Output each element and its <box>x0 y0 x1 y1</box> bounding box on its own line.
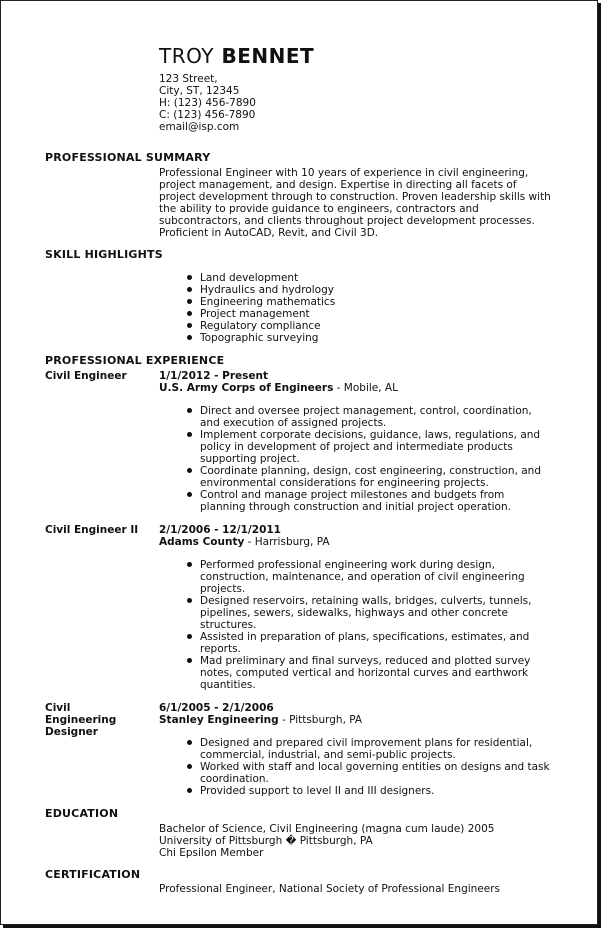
job-location: - Pittsburgh, PA <box>278 714 363 726</box>
duty-item <box>186 489 556 513</box>
duty-item <box>186 429 556 465</box>
skill-item: Regulatory compliance <box>186 320 556 332</box>
job-employer: Adams County <box>159 536 245 548</box>
job-location: - Mobile, AL <box>333 382 398 394</box>
contact-info <box>159 73 314 133</box>
duty-line: Designed and prepared civil improvement plans for residential, <box>200 737 533 749</box>
duty-item <box>186 655 556 691</box>
summary-line: Proficient in AutoCAD, Revit, and Civil 3D. <box>159 227 379 239</box>
job-meta <box>159 370 398 394</box>
email-address: email@isp.com <box>159 121 240 133</box>
experience-heading: PROFESSIONAL EXPERIENCE <box>45 354 225 367</box>
skills-list <box>186 272 556 344</box>
summary-line: subcontractors, and clients throughout project development processes. <box>159 215 535 227</box>
duty-line: Coordinate planning, design, cost engineering, construction, and <box>200 465 541 477</box>
duty-line: structures. <box>200 619 257 631</box>
job-employer: U.S. Army Corps of Engineers <box>159 382 334 394</box>
job-employer-line <box>159 382 398 394</box>
duty-item <box>186 737 556 761</box>
skill-item: Project management <box>186 308 556 320</box>
education-line: Chi Epsilon Member <box>159 847 264 859</box>
duty-item <box>186 465 556 489</box>
job-dates: 1/1/2012 - Present <box>159 370 269 382</box>
job-dates: 6/1/2005 - 2/1/2006 <box>159 702 274 714</box>
address-line-2: City, ST, 12345 <box>159 85 240 97</box>
education-line: Bachelor of Science, Civil Engineering (magna cum laude) 2005 <box>159 823 495 835</box>
skill-item: Engineering mathematics <box>186 296 556 308</box>
duty-line: notes, computed vertical and horizontal curves and earthwork <box>200 667 529 679</box>
job-meta <box>159 524 330 548</box>
duty-item <box>186 559 556 595</box>
duty-line: Direct and oversee project management, control, coordination, <box>200 405 532 417</box>
job-meta <box>159 702 362 726</box>
job-duties <box>186 737 556 797</box>
job-duties <box>186 405 556 513</box>
job-employer-line <box>159 714 362 726</box>
duty-line: Implement corporate decisions, guidance, laws, regulations, and <box>200 429 541 441</box>
job-title: Civil Engineer <box>45 370 127 382</box>
duty-line: construction, maintenance, and operation of civil engineering <box>200 571 525 583</box>
summary-line: project management, and design. Expertise in directing all facets of <box>159 179 517 191</box>
skill-item: Land development <box>186 272 556 284</box>
job-dates: 2/1/2006 - 12/1/2011 <box>159 524 281 536</box>
certification-heading: CERTIFICATION <box>45 868 141 881</box>
resume-header <box>159 43 314 133</box>
duty-line: Performed professional engineering work during design, <box>200 559 495 571</box>
address-line-1: 123 Street, <box>159 73 218 85</box>
duty-item <box>186 785 556 797</box>
duty-line: pipelines, sewers, sidewalks, highways and other concrete <box>200 607 509 619</box>
summary-line: the ability to provide guidance to engineers, contractors and <box>159 203 479 215</box>
summary-line: Professional Engineer with 10 years of experience in civil engineering, <box>159 167 529 179</box>
duty-line: Worked with staff and local governing entities on designs and task <box>200 761 550 773</box>
duty-item <box>186 761 556 785</box>
skill-item: Hydraulics and hydrology <box>186 284 556 296</box>
duty-line: Mad preliminary and final surveys, reduced and plotted survey <box>200 655 531 667</box>
duty-line: Provided support to level II and III designers. <box>200 785 435 797</box>
duty-line: quantities. <box>200 679 256 691</box>
first-name: TROY <box>159 44 214 68</box>
duty-line: policy in development of project and intermediate products <box>200 441 513 453</box>
duty-item <box>186 405 556 429</box>
job-duties <box>186 559 556 691</box>
education-line: University of Pittsburgh � Pittsburgh, PA <box>159 835 373 847</box>
duty-line: Control and manage project milestones and budgets from <box>200 489 505 501</box>
job-employer: Stanley Engineering <box>159 714 279 726</box>
duty-line: Designed reservoirs, retaining walls, bridges, culverts, tunnels, <box>200 595 532 607</box>
duty-line: planning through construction and initial project operation. <box>200 501 511 513</box>
certification-text <box>159 883 551 895</box>
cell-phone: C: (123) 456-7890 <box>159 109 256 121</box>
duty-line: projects. <box>200 583 246 595</box>
certification-line: Professional Engineer, National Society of Professional Engineers <box>159 883 501 895</box>
last-name: BENNET <box>221 44 315 68</box>
duty-line: environmental considerations for engineering projects. <box>200 477 489 489</box>
education-heading: EDUCATION <box>45 807 119 820</box>
summary-heading: PROFESSIONAL SUMMARY <box>45 151 211 164</box>
job-employer-line <box>159 536 330 548</box>
summary-text <box>159 167 551 239</box>
candidate-name <box>159 43 314 69</box>
skills-heading: SKILL HIGHLIGHTS <box>45 248 163 261</box>
duty-item <box>186 595 556 631</box>
job-title: Civil Engineering Designer <box>45 702 117 738</box>
duty-line: coordination. <box>200 773 269 785</box>
duty-line: supporting project. <box>200 453 300 465</box>
job-title: Civil Engineer II <box>45 524 139 536</box>
duty-item <box>186 631 556 655</box>
duty-line: Assisted in preparation of plans, specifications, estimates, and <box>200 631 530 643</box>
duty-line: and execution of assigned projects. <box>200 417 387 429</box>
education-text <box>159 823 551 859</box>
skill-item: Topographic surveying <box>186 332 556 344</box>
duty-line: reports. <box>200 643 241 655</box>
job-location: - Harrisburg, PA <box>244 536 330 548</box>
home-phone: H: (123) 456-7890 <box>159 97 256 109</box>
duty-line: commercial, industrial, and semi-public projects. <box>200 749 456 761</box>
summary-line: project development through to construction. Proven leadership skills with <box>159 191 551 203</box>
